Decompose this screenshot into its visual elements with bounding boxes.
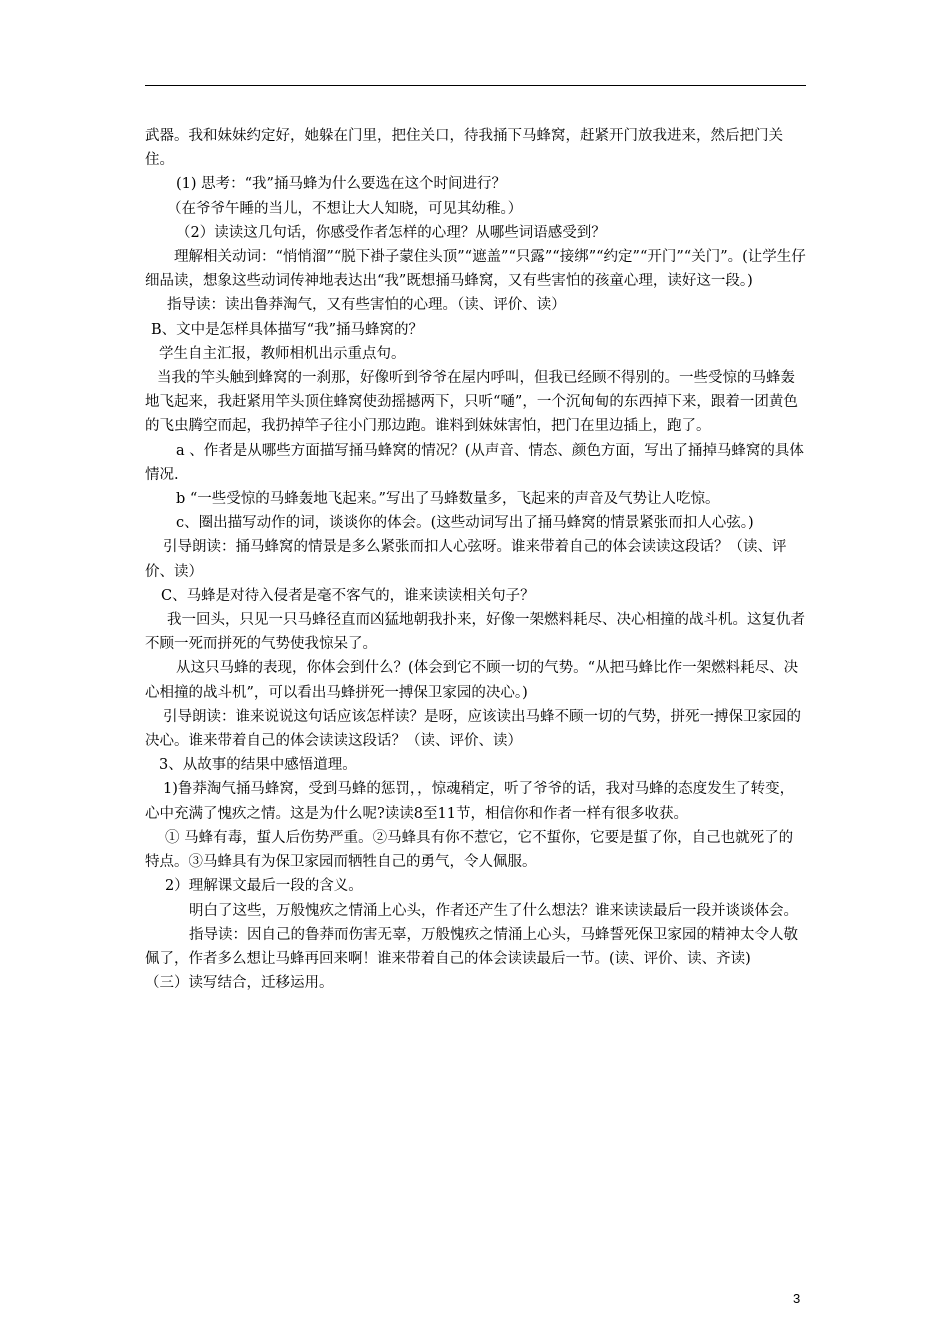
paragraph: c、圈出描写动作的词，谈谈你的体会。(这些动词写出了捅马蜂窝的情景紧张而扣人心弦。) bbox=[176, 515, 754, 532]
paragraph: 学生自主汇报，教师相机出示重点句。 bbox=[159, 345, 406, 362]
paragraph: 指导读：读出鲁莽淘气，又有些害怕的心理。（读、评价、读） bbox=[167, 297, 566, 314]
paragraph: 武器。我和妹妹约定好，她躲在门里，把住关口，待我捅下马蜂窝，赶紧开门放我进来，然后把门关住。 bbox=[145, 128, 783, 169]
paragraph: 2）理解课文最后一段的含义。 bbox=[165, 878, 363, 895]
paragraph: 从这只马蜂的表现，你体会到什么？(体会到它不顾一切的气势。“从把马蜂比作一架燃料耗尽、决心相撞的战斗机”，可以看出马蜂拼死一搏保卫家园的决心。) bbox=[145, 660, 799, 701]
paragraph: B、文中是怎样具体描写“我”捅马蜂窝的？ bbox=[151, 321, 423, 338]
paragraph: 指导读：因自己的鲁莽而伤害无辜，万般愧疚之情涌上心头，马蜂誓死保卫家园的精神太令人敬佩了，作者多么想让马蜂再回来啊！谁来带着自己的体会读读最后一节。(读、评价、读、齐读) bbox=[145, 926, 798, 967]
paragraph: C、马蜂是对待入侵者是毫不客气的，谁来读读相关句子？ bbox=[161, 587, 535, 604]
paragraph: 1)鲁莽淘气捅马蜂窝，受到马蜂的惩罚，，惊魂稍定，听了爷爷的话，我对马蜂的态度发生了转变，心中充满了愧疚之情。这是为什么呢?读读8至11节，相信你和作者一样有很多收获。 bbox=[145, 781, 795, 822]
paragraph: 当我的竿头触到蜂窝的一刹那，好像听到爷爷在屋内呼叫，但我已经顾不得别的。一些受惊的马蜂轰地飞起来，我赶紧用竿头顶住蜂窝使劲摇撼两下，只听“嗵”，一个沉甸甸的东西掉下来，跟着一团黄色的飞虫腾空而起，我扔掉竿子往小门那边跑。谁料到妹妹害怕，把门在里边插上，跑了。 bbox=[145, 370, 798, 435]
paragraph: b “一些受惊的马蜂轰地飞起来。”写出了马蜂数量多，飞起来的声音及气势让人吃惊。 bbox=[176, 491, 720, 508]
paragraph: 引导朗读：谁来说说这句话应该怎样读？是呀，应该读出马蜂不顾一切的气势，拼死一搏保卫家园的决心。谁来带着自己的体会读读这段话？（读、评价、读） bbox=[145, 708, 801, 750]
paragraph: a 、作者是从哪些方面描写捅马蜂窝的情况？(从声音、情态、颜色方面，写出了捅掉马蜂窝的具体情况. bbox=[145, 442, 804, 483]
header-rule bbox=[145, 85, 806, 86]
page-number: 3 bbox=[793, 1291, 801, 1306]
paragraph: （2）读读这几句话，你感受作者怎样的心理？从哪些词语感受到？ bbox=[176, 224, 606, 241]
document-body bbox=[145, 124, 806, 995]
paragraph: 3、从故事的结果中感悟道理。 bbox=[159, 757, 357, 774]
paragraph: 理解相关动词：“悄悄溜”“脱下褂子蒙住头顶”“遮盖”“只露”“接绑”“约定”“开门”“关门”。(让学生仔细品读，想象这些动词传神地表达出“我”既想捅马蜂窝，又有些害怕的孩童心理，读好这一段。) bbox=[145, 249, 806, 290]
paragraph: (1) 思考：“我”捅马蜂为什么要选在这个时间进行？ bbox=[176, 176, 506, 193]
paragraph: 明白了这些，万般愧疚之情涌上心头，作者还产生了什么想法？谁来读读最后一段并谈谈体会。 bbox=[189, 902, 798, 919]
paragraph: 引导朗读：捅马蜂窝的情景是多么紧张而扣人心弦呀。谁来带着自己的体会读读这段话？（读、评价、读） bbox=[145, 539, 787, 580]
paragraph: ① 马蜂有毒，蜇人后伤势严重。②马蜂具有你不惹它，它不蜇你，它要是蜇了你，自己也就死了的特点。③马蜂具有为保卫家园而牺牲自己的勇气，令人佩服。 bbox=[145, 829, 794, 871]
paragraph: 我一回头，只见一只马蜂径直而凶猛地朝我扑来，好像一架燃料耗尽、决心相撞的战斗机。这复仇者不顾一死而拼死的气势使我惊呆了。 bbox=[145, 612, 805, 653]
paragraph: （在爷爷午睡的当儿，不想让大人知晓，可见其幼稚。） bbox=[167, 200, 523, 217]
paragraph: （三）读写结合，迁移运用。 bbox=[145, 975, 334, 992]
